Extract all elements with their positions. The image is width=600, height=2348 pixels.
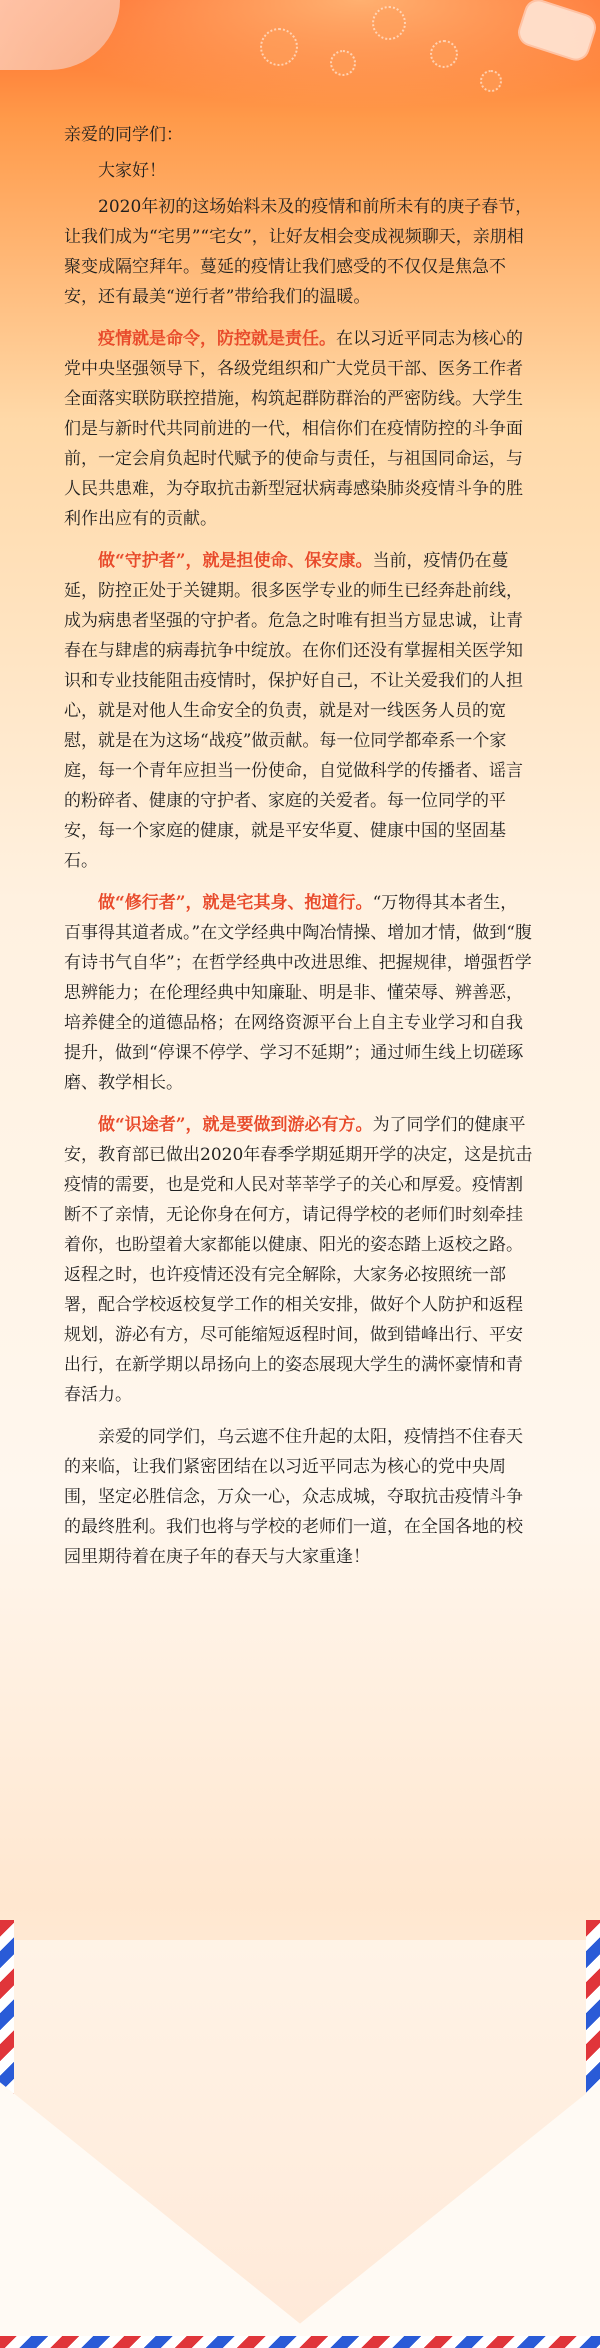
paragraph-6: 亲爱的同学们，乌云遮不住升起的太阳，疫情挡不住春天的来临，让我们紧密团结在以习近平同志为核心的党中央周围，坚定必胜信念，万众一心，众志成城，夺取抗击疫情斗争的最终胜利。我们也将与学校的老师们一道，在全国各地的校园里期待着在庚子年的春天与大家重逢！ xyxy=(64,1427,523,1567)
header-banner xyxy=(0,0,600,110)
face-mask-icon xyxy=(514,0,599,64)
virus-icon xyxy=(480,70,502,92)
letter-greeting: 大家好！ xyxy=(98,161,166,181)
letter-salutation: 亲爱的同学们： xyxy=(64,125,183,145)
virus-icon xyxy=(372,6,406,40)
envelope-stripe-bottom xyxy=(0,2336,600,2348)
airmail-envelope-icon xyxy=(0,1840,600,2348)
paragraph-4 xyxy=(64,888,534,1098)
paragraph-2 xyxy=(64,324,534,534)
virus-icon xyxy=(260,28,298,66)
letter-body xyxy=(64,120,534,1584)
paragraph-5 xyxy=(64,1110,534,1410)
paragraph-3 xyxy=(64,546,534,876)
paragraph-3-text: 当前，疫情仍在蔓延，防控正处于关键期。很多医学专业的师生已经奔赴前线，成为病患者坚强的守护者。危急之时唯有担当方显忠诚，让青春在与肆虐的病毒抗争中绽放。在你们还没有掌握相关医学知识和专业技能阻击疫情时，保护好自己，不让关爱我们的人担心，就是对他人生命安全的负责，就是对一线医务人员的宽慰，就是在为这场“战疫”做贡献。每一位同学都牵系一个家庭，每一个青年应担当一份使命，自觉做科学的传播者、谣言的粉碎者、健康的守护者、家庭的关爱者。每一位同学的平安，每一个家庭的健康，就是平安华夏、健康中国的坚固基石。 xyxy=(64,551,523,871)
paragraph-4-text: “万物得其本者生，百事得其道者成。”在文学经典中陶冶情操、增加才情，做到“腹有诗书气自华”；在哲学经典中改进思维、把握规律，增强哲学思辨能力；在伦理经典中知廉耻、明是非、懂荣辱、辨善恶，培养健全的道德品格；在网络资源平台上自主专业学习和自我提升，做到“停课不停学、学习不延期”；通过师生线上切磋琢磨、教学相长。 xyxy=(64,893,532,1093)
hands-icon xyxy=(0,0,120,70)
paragraph-2-text: 在以习近平同志为核心的党中央坚强领导下，各级党组织和广大党员干部、医务工作者全面落实联防联控措施，构筑起群防群治的严密防线。大学生们是与新时代共同前进的一代，相信你们在疫情防控的斗争面前，一定会肩负起时代赋予的使命与责任，与祖国同命运，与人民共患难，为夺取抗击新型冠状病毒感染肺炎疫情斗争的胜利作出应有的贡献。 xyxy=(64,329,523,529)
paragraph-5-text: 为了同学们的健康平安，教育部已做出2020年春季学期延期开学的决定，这是抗击疫情的需要，也是党和人民对莘莘学子的关心和厚爱。疫情割断不了亲情，无论你身在何方，请记得学校的老师们时刻牵挂着你，也盼望着大家都能以健康、阳光的姿态踏上返校之路。返程之时，也许疫情还没有完全解除，大家务必按照统一部署，配合学校返校复学工作的相关安排，做好个人防护和返程规划，游必有方，尽可能缩短返程时间，做到错峰出行、平安出行，在新学期以昂扬向上的姿态展现大学生的满怀豪情和青春活力。 xyxy=(64,1115,533,1405)
paragraph-2-heading: 疫情就是命令，防控就是责任。 xyxy=(98,329,336,349)
paragraph-4-heading: 做“修行者”，就是宅其身、抱道行。 xyxy=(98,893,373,913)
paragraph-1: 2020年初的这场始料未及的疫情和前所未有的庚子春节，让我们成为“宅男”“宅女”，让好友相会变成视频聊天，亲朋相聚变成隔空拜年。蔓延的疫情让我们感受的不仅仅是焦急不安，还有最美“逆行者”带给我们的温暖。 xyxy=(64,197,533,307)
virus-icon xyxy=(430,40,458,68)
paragraph-3-heading: 做“守护者”，就是担使命、保安康。 xyxy=(98,551,373,571)
virus-icon xyxy=(330,50,356,76)
paragraph-5-heading: 做“识途者”，就是要做到游必有方。 xyxy=(98,1115,373,1135)
